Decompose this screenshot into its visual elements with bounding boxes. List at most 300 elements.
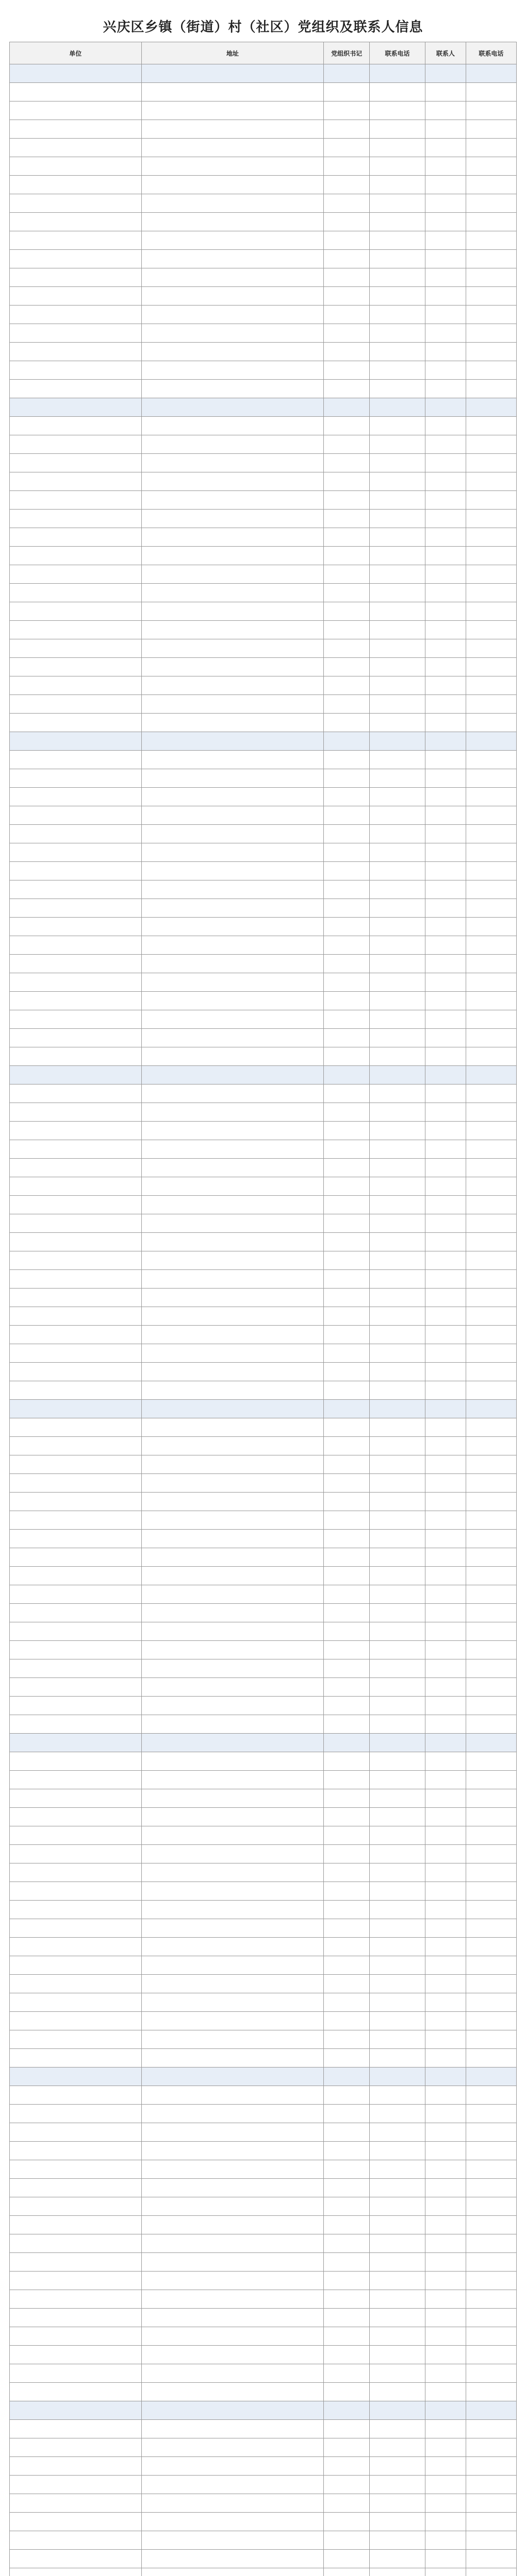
table-row	[10, 139, 517, 157]
cell-unit	[10, 1326, 142, 1344]
cell-unit	[10, 1715, 142, 1734]
cell-unit	[10, 862, 142, 880]
cell-contact	[425, 825, 466, 843]
table-row	[10, 2438, 517, 2457]
cell-address	[141, 2123, 324, 2142]
table-row	[10, 454, 517, 472]
table-row	[10, 1585, 517, 1604]
cell-phone-2	[466, 788, 516, 806]
cell-contact	[425, 528, 466, 547]
cell-phone-2	[466, 1084, 516, 1103]
cell-contact	[425, 83, 466, 101]
table-row	[10, 1659, 517, 1678]
table-row	[10, 2142, 517, 2160]
cell-unit	[10, 2476, 142, 2494]
cell-secretary	[324, 955, 369, 973]
cell-unit	[10, 732, 142, 751]
cell-address	[141, 1270, 324, 1289]
cell-address	[141, 1400, 324, 1418]
cell-address	[141, 732, 324, 751]
cell-secretary	[324, 973, 369, 992]
cell-unit	[10, 1270, 142, 1289]
cell-contact	[425, 1066, 466, 1084]
cell-secretary	[324, 1752, 369, 1771]
cell-secretary	[324, 2160, 369, 2179]
cell-phone-2	[466, 1938, 516, 1956]
cell-address	[141, 676, 324, 695]
cell-secretary	[324, 435, 369, 454]
cell-phone-2	[466, 1863, 516, 1882]
cell-address	[141, 2476, 324, 2494]
cell-secretary	[324, 1567, 369, 1585]
cell-phone-2	[466, 491, 516, 510]
table-row	[10, 714, 517, 732]
cell-address	[141, 454, 324, 472]
cell-unit	[10, 1047, 142, 1066]
cell-unit	[10, 361, 142, 380]
cell-unit	[10, 2216, 142, 2234]
cell-address	[141, 510, 324, 528]
cell-phone-1	[369, 973, 425, 992]
cell-contact	[425, 1474, 466, 1493]
cell-secretary	[324, 1975, 369, 1993]
cell-phone-2	[466, 2179, 516, 2197]
cell-contact	[425, 343, 466, 361]
cell-contact	[425, 2513, 466, 2531]
cell-phone-2	[466, 1066, 516, 1084]
cell-address	[141, 343, 324, 361]
cell-unit	[10, 1863, 142, 1882]
cell-secretary	[324, 584, 369, 602]
cell-contact	[425, 2142, 466, 2160]
cell-address	[141, 1826, 324, 1845]
cell-contact	[425, 2401, 466, 2420]
cell-phone-1	[369, 324, 425, 343]
cell-phone-1	[369, 1214, 425, 1233]
cell-unit	[10, 2049, 142, 2067]
cell-address	[141, 565, 324, 584]
cell-address	[141, 2383, 324, 2401]
cell-phone-2	[466, 1363, 516, 1381]
cell-address	[141, 2160, 324, 2179]
cell-phone-2	[466, 231, 516, 250]
cell-secretary	[324, 1363, 369, 1381]
table-row	[10, 584, 517, 602]
cell-phone-2	[466, 806, 516, 825]
cell-address	[141, 1919, 324, 1938]
cell-secretary	[324, 64, 369, 83]
cell-phone-1	[369, 2216, 425, 2234]
cell-unit	[10, 1789, 142, 1808]
cell-secretary	[324, 454, 369, 472]
cell-phone-2	[466, 380, 516, 398]
table-row	[10, 1975, 517, 1993]
cell-phone-2	[466, 732, 516, 751]
cell-unit	[10, 2438, 142, 2457]
cell-phone-1	[369, 2494, 425, 2513]
cell-unit	[10, 1734, 142, 1752]
cell-address	[141, 955, 324, 973]
cell-address	[141, 602, 324, 621]
table-row	[10, 1826, 517, 1845]
cell-secretary	[324, 1455, 369, 1474]
cell-secretary	[324, 2401, 369, 2420]
cell-contact	[425, 658, 466, 676]
cell-contact	[425, 1771, 466, 1789]
cell-contact	[425, 2160, 466, 2179]
cell-unit	[10, 639, 142, 658]
cell-contact	[425, 2346, 466, 2364]
cell-unit	[10, 1066, 142, 1084]
cell-phone-1	[369, 1752, 425, 1771]
cell-unit	[10, 2309, 142, 2327]
cell-address	[141, 1047, 324, 1066]
cell-contact	[425, 1622, 466, 1641]
cell-phone-1	[369, 306, 425, 324]
cell-unit	[10, 2327, 142, 2346]
cell-address	[141, 2067, 324, 2086]
cell-phone-1	[369, 1845, 425, 1863]
table-row	[10, 176, 517, 194]
cell-contact	[425, 1214, 466, 1233]
cell-phone-2	[466, 2272, 516, 2290]
cell-unit	[10, 1084, 142, 1103]
table-row	[10, 2494, 517, 2513]
table-row	[10, 250, 517, 268]
table-row	[10, 2309, 517, 2327]
cell-phone-2	[466, 992, 516, 1010]
cell-unit	[10, 1140, 142, 1159]
cell-address	[141, 992, 324, 1010]
cell-unit	[10, 213, 142, 231]
cell-phone-2	[466, 1826, 516, 1845]
table-row	[10, 899, 517, 918]
cell-phone-1	[369, 231, 425, 250]
table-row	[10, 2030, 517, 2049]
cell-unit	[10, 380, 142, 398]
cell-contact	[425, 2531, 466, 2550]
cell-unit	[10, 880, 142, 899]
table-row	[10, 435, 517, 454]
cell-address	[141, 157, 324, 176]
cell-phone-1	[369, 213, 425, 231]
table-row	[10, 565, 517, 584]
cell-phone-1	[369, 1659, 425, 1678]
cell-phone-2	[466, 936, 516, 955]
cell-secretary	[324, 2327, 369, 2346]
cell-secretary	[324, 1659, 369, 1678]
cell-phone-2	[466, 973, 516, 992]
cell-unit	[10, 306, 142, 324]
cell-unit	[10, 695, 142, 714]
cell-phone-2	[466, 2290, 516, 2309]
cell-secretary	[324, 2531, 369, 2550]
cell-contact	[425, 992, 466, 1010]
cell-unit	[10, 547, 142, 565]
cell-unit	[10, 1437, 142, 1455]
cell-secretary	[324, 880, 369, 899]
cell-unit	[10, 1919, 142, 1938]
table-row	[10, 695, 517, 714]
cell-phone-1	[369, 2476, 425, 2494]
table-row	[10, 1771, 517, 1789]
cell-phone-1	[369, 1047, 425, 1066]
cell-phone-1	[369, 992, 425, 1010]
cell-address	[141, 1493, 324, 1511]
cell-unit	[10, 1159, 142, 1177]
cell-contact	[425, 2438, 466, 2457]
cell-secretary	[324, 417, 369, 435]
table-row	[10, 398, 517, 417]
table-row	[10, 1455, 517, 1474]
cell-unit	[10, 2030, 142, 2049]
cell-phone-1	[369, 584, 425, 602]
cell-contact	[425, 64, 466, 83]
cell-address	[141, 918, 324, 936]
table-row	[10, 918, 517, 936]
cell-phone-1	[369, 1882, 425, 1901]
cell-contact	[425, 1548, 466, 1567]
cell-phone-1	[369, 510, 425, 528]
cell-phone-1	[369, 1159, 425, 1177]
cell-phone-2	[466, 1010, 516, 1029]
cell-phone-1	[369, 268, 425, 287]
cell-secretary	[324, 843, 369, 862]
cell-address	[141, 1715, 324, 1734]
cell-phone-2	[466, 2494, 516, 2513]
cell-phone-1	[369, 1789, 425, 1808]
cell-contact	[425, 2067, 466, 2086]
cell-secretary	[324, 1214, 369, 1233]
cell-unit	[10, 1567, 142, 1585]
cell-phone-2	[466, 2123, 516, 2142]
cell-phone-2	[466, 1975, 516, 1993]
cell-unit	[10, 2494, 142, 2513]
cell-secretary	[324, 602, 369, 621]
cell-contact	[425, 1567, 466, 1585]
cell-contact	[425, 1530, 466, 1548]
cell-address	[141, 1511, 324, 1530]
cell-contact	[425, 1715, 466, 1734]
cell-contact	[425, 1233, 466, 1251]
cell-secretary	[324, 1474, 369, 1493]
cell-phone-1	[369, 2568, 425, 2576]
cell-secretary	[324, 2383, 369, 2401]
cell-secretary	[324, 1678, 369, 1697]
cell-phone-1	[369, 250, 425, 268]
cell-phone-2	[466, 2049, 516, 2067]
cell-address	[141, 2142, 324, 2160]
cell-contact	[425, 973, 466, 992]
cell-contact	[425, 2309, 466, 2327]
table-row	[10, 1066, 517, 1084]
cell-unit	[10, 2012, 142, 2030]
cell-address	[141, 287, 324, 306]
cell-unit	[10, 1344, 142, 1363]
cell-address	[141, 1214, 324, 1233]
cell-phone-2	[466, 1251, 516, 1270]
table-row	[10, 343, 517, 361]
cell-contact	[425, 1010, 466, 1029]
cell-contact	[425, 2494, 466, 2513]
cell-contact	[425, 899, 466, 918]
cell-contact	[425, 213, 466, 231]
cell-unit	[10, 2142, 142, 2160]
table-row	[10, 1084, 517, 1103]
cell-address	[141, 2179, 324, 2197]
cell-phone-2	[466, 1659, 516, 1678]
cell-phone-2	[466, 1233, 516, 1251]
cell-phone-2	[466, 528, 516, 547]
cell-secretary	[324, 1270, 369, 1289]
cell-phone-2	[466, 1455, 516, 1474]
cell-address	[141, 398, 324, 417]
cell-contact	[425, 2197, 466, 2216]
cell-unit	[10, 2364, 142, 2383]
cell-phone-2	[466, 1511, 516, 1530]
cell-phone-2	[466, 565, 516, 584]
cell-contact	[425, 2364, 466, 2383]
cell-secretary	[324, 547, 369, 565]
cell-address	[141, 1789, 324, 1808]
cell-secretary	[324, 565, 369, 584]
table-row	[10, 751, 517, 769]
cell-contact	[425, 1585, 466, 1604]
cell-secretary	[324, 1084, 369, 1103]
cell-phone-1	[369, 1585, 425, 1604]
cell-address	[141, 2049, 324, 2067]
cell-unit	[10, 491, 142, 510]
cell-phone-2	[466, 547, 516, 565]
cell-secretary	[324, 398, 369, 417]
cell-unit	[10, 1752, 142, 1771]
cell-unit	[10, 1882, 142, 1901]
cell-phone-2	[466, 1622, 516, 1641]
cell-phone-2	[466, 1641, 516, 1659]
cell-address	[141, 1326, 324, 1344]
cell-phone-1	[369, 1975, 425, 1993]
cell-contact	[425, 1326, 466, 1344]
cell-secretary	[324, 1010, 369, 1029]
cell-phone-2	[466, 1326, 516, 1344]
table-row	[10, 2346, 517, 2364]
cell-phone-1	[369, 398, 425, 417]
cell-secretary	[324, 918, 369, 936]
cell-secretary	[324, 1307, 369, 1326]
cell-contact	[425, 1177, 466, 1196]
table-row	[10, 2327, 517, 2346]
cell-phone-1	[369, 139, 425, 157]
cell-unit	[10, 1177, 142, 1196]
cell-unit	[10, 2234, 142, 2253]
cell-secretary	[324, 2197, 369, 2216]
cell-address	[141, 1993, 324, 2012]
cell-phone-1	[369, 2401, 425, 2420]
cell-phone-1	[369, 2309, 425, 2327]
cell-phone-2	[466, 825, 516, 843]
cell-contact	[425, 2457, 466, 2476]
table-row	[10, 2364, 517, 2383]
cell-secretary	[324, 120, 369, 139]
cell-contact	[425, 2568, 466, 2576]
cell-secretary	[324, 306, 369, 324]
cell-phone-1	[369, 1567, 425, 1585]
cell-unit	[10, 1103, 142, 1122]
cell-unit	[10, 1845, 142, 1863]
cell-contact	[425, 936, 466, 955]
cell-contact	[425, 2550, 466, 2568]
cell-contact	[425, 769, 466, 788]
cell-secretary	[324, 2364, 369, 2383]
cell-phone-2	[466, 1845, 516, 1863]
cell-phone-2	[466, 2012, 516, 2030]
cell-address	[141, 472, 324, 491]
cell-address	[141, 380, 324, 398]
cell-phone-2	[466, 454, 516, 472]
cell-address	[141, 1863, 324, 1882]
cell-address	[141, 2346, 324, 2364]
cell-unit	[10, 825, 142, 843]
cell-phone-2	[466, 602, 516, 621]
cell-phone-1	[369, 64, 425, 83]
table-row	[10, 1604, 517, 1622]
cell-unit	[10, 2290, 142, 2309]
cell-contact	[425, 2216, 466, 2234]
cell-phone-1	[369, 2513, 425, 2531]
cell-secretary	[324, 1159, 369, 1177]
cell-unit	[10, 176, 142, 194]
cell-unit	[10, 1604, 142, 1622]
cell-contact	[425, 1863, 466, 1882]
table-row	[10, 2457, 517, 2476]
cell-address	[141, 1752, 324, 1771]
cell-contact	[425, 1956, 466, 1975]
cell-contact	[425, 1789, 466, 1808]
cell-address	[141, 1381, 324, 1400]
cell-phone-1	[369, 1715, 425, 1734]
cell-address	[141, 1548, 324, 1567]
cell-contact	[425, 324, 466, 343]
table-row	[10, 2513, 517, 2531]
cell-unit	[10, 1363, 142, 1381]
cell-phone-1	[369, 2049, 425, 2067]
cell-address	[141, 1604, 324, 1622]
cell-address	[141, 584, 324, 602]
cell-phone-2	[466, 2513, 516, 2531]
table-row	[10, 287, 517, 306]
table-row	[10, 788, 517, 806]
cell-phone-1	[369, 1863, 425, 1882]
cell-unit	[10, 1808, 142, 1826]
cell-contact	[425, 157, 466, 176]
table-row	[10, 676, 517, 695]
table-row	[10, 769, 517, 788]
cell-phone-2	[466, 769, 516, 788]
cell-secretary	[324, 83, 369, 101]
cell-unit	[10, 1122, 142, 1140]
cell-phone-2	[466, 510, 516, 528]
cell-address	[141, 1010, 324, 1029]
cell-contact	[425, 139, 466, 157]
cell-phone-1	[369, 2327, 425, 2346]
cell-unit	[10, 435, 142, 454]
cell-unit	[10, 1585, 142, 1604]
cell-phone-1	[369, 1474, 425, 1493]
cell-secretary	[324, 1344, 369, 1363]
cell-phone-1	[369, 1808, 425, 1826]
cell-phone-1	[369, 176, 425, 194]
cell-secretary	[324, 268, 369, 287]
